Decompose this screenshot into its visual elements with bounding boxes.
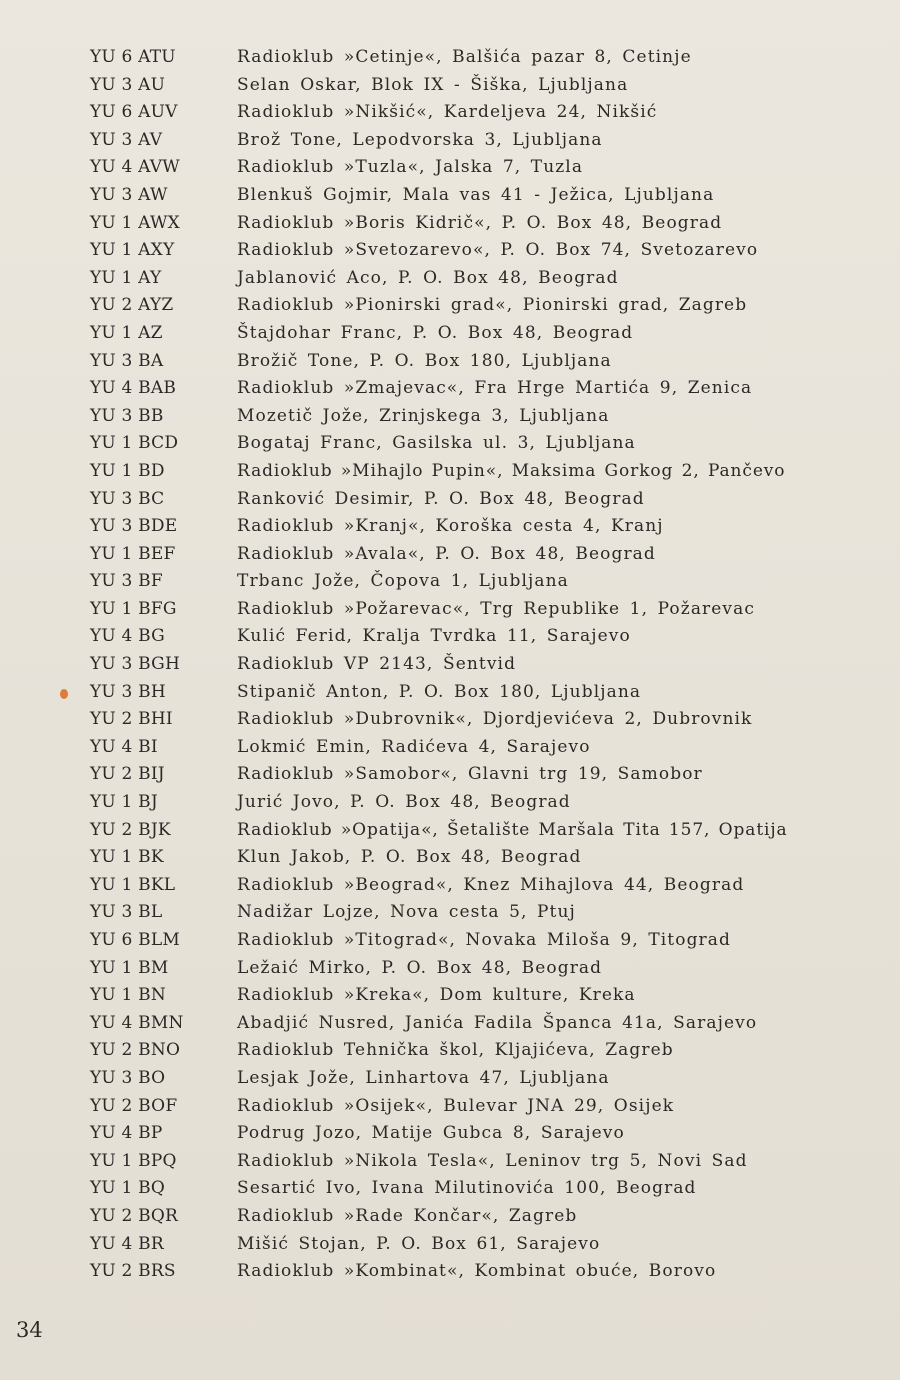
station-entry: Radioklub »Kombinat«, Kombinat obuće, Borovo	[237, 1261, 717, 1282]
station-entry: Radioklub »Boris Kidrič«, P. O. Box 48, Beograd	[237, 212, 723, 233]
directory-entry-row	[0, 899, 900, 927]
station-entry: Brož Tone, Lepodvorska 3, Ljubljana	[237, 129, 603, 150]
callsign: YU 1 AY	[90, 267, 162, 288]
station-entry: Selan Oskar, Blok IX - Šiška, Ljubljana	[237, 74, 629, 95]
callsign: YU 3 BDE	[90, 516, 178, 537]
directory-entry-row	[0, 430, 900, 458]
directory-entry-row	[0, 99, 900, 127]
callsign: YU 2 BJK	[90, 819, 171, 840]
callsign: YU 3 BGH	[90, 654, 180, 675]
directory-entry-row	[0, 927, 900, 955]
callsign: YU 2 AYZ	[90, 295, 174, 316]
station-entry: Kulić Ferid, Kralja Tvrdka 11, Sarajevo	[237, 626, 631, 647]
station-entry: Radioklub »Avala«, P. O. Box 48, Beograd	[237, 543, 656, 564]
directory-entry-row	[0, 1037, 900, 1065]
directory-entry-row	[0, 210, 900, 238]
station-entry: Abadjić Nusred, Janića Fadila Španca 41a, Sarajevo	[237, 1012, 758, 1033]
directory-entry-row	[0, 486, 900, 514]
page-number: 34	[16, 1318, 43, 1342]
station-entry: Radioklub »Kreka«, Dom kulture, Kreka	[237, 985, 636, 1006]
callsign: YU 4 AVW	[90, 157, 180, 178]
station-entry: Klun Jakob, P. O. Box 48, Beograd	[237, 847, 582, 868]
directory-entry-row	[0, 872, 900, 900]
station-entry: Radioklub »Titograd«, Novaka Miloša 9, Titograd	[237, 930, 731, 950]
callsign: YU 3 AW	[90, 184, 168, 205]
station-entry: Štajdohar Franc, P. O. Box 48, Beograd	[237, 322, 634, 343]
station-entry: Stipanič Anton, P. O. Box 180, Ljubljana	[237, 681, 642, 702]
station-entry: Bogataj Franc, Gasilska ul. 3, Ljubljana	[237, 433, 636, 454]
directory-entry-row	[0, 72, 900, 100]
callsign: YU 4 BI	[90, 736, 158, 757]
station-entry: Radioklub »Rade Končar«, Zagreb	[237, 1205, 578, 1226]
directory-entry-row	[0, 292, 900, 320]
directory-entry-row	[0, 265, 900, 293]
callsign: YU 1 BK	[90, 847, 164, 868]
directory-entry-row	[0, 458, 900, 486]
callsign: YU 2 BQR	[90, 1205, 179, 1226]
callsign: YU 3 AU	[90, 74, 166, 95]
directory-entry-row	[0, 761, 900, 789]
directory-entry-row	[0, 1120, 900, 1148]
station-entry: Ležaić Mirko, P. O. Box 48, Beograd	[237, 957, 603, 978]
directory-entry-row	[0, 403, 900, 431]
station-entry: Lokmić Emin, Radićeva 4, Sarajevo	[237, 736, 591, 757]
station-entry: Radioklub VP 2143, Šentvid	[237, 654, 517, 675]
directory-entry-row	[0, 127, 900, 155]
callsign: YU 1 BFG	[90, 598, 177, 619]
callsign: YU 1 BPQ	[90, 1150, 177, 1171]
callsign: YU 1 BCD	[90, 433, 179, 454]
station-entry: Jurić Jovo, P. O. Box 48, Beograd	[237, 792, 571, 813]
directory-entry-row	[0, 679, 900, 707]
callsign: YU 3 BO	[90, 1067, 166, 1088]
station-entry: Radioklub »Svetozarevo«, P. O. Box 74, Svetozarevo	[237, 240, 759, 261]
station-entry: Mozetič Jože, Zrinjskega 3, Ljubljana	[237, 405, 610, 426]
callsign: YU 3 AV	[90, 129, 163, 150]
callsign: YU 1 AXY	[90, 240, 175, 261]
callsign: YU 2 BRS	[90, 1261, 176, 1282]
station-entry: Radioklub »Samobor«, Glavni trg 19, Samobor	[237, 764, 703, 785]
directory-entry-row	[0, 651, 900, 679]
station-entry: Brožič Tone, P. O. Box 180, Ljubljana	[237, 350, 612, 371]
station-entry: Radioklub »Tuzla«, Jalska 7, Tuzla	[237, 157, 584, 178]
directory-entry-row	[0, 1231, 900, 1259]
station-entry: Jablanović Aco, P. O. Box 48, Beograd	[237, 267, 619, 288]
callsign: YU 3 BH	[90, 681, 166, 702]
directory-entry-row	[0, 1203, 900, 1231]
station-entry: Radioklub »Osijek«, Bulevar JNA 29, Osijek	[237, 1095, 675, 1116]
directory-entry-row	[0, 348, 900, 376]
callsign: YU 2 BIJ	[90, 764, 165, 785]
callsign: YU 2 BHI	[90, 709, 173, 730]
callsign-directory-list	[0, 44, 900, 1286]
station-entry: Nadižar Lojze, Nova cesta 5, Ptuj	[237, 902, 576, 923]
directory-entry-row	[0, 154, 900, 182]
station-entry: Podrug Jozo, Matije Gubca 8, Sarajevo	[237, 1123, 625, 1144]
directory-entry-row	[0, 596, 900, 624]
callsign: YU 3 BC	[90, 488, 165, 509]
callsign: YU 4 BG	[90, 626, 165, 647]
directory-entry-row	[0, 734, 900, 762]
station-entry: Radioklub »Opatija«, Šetalište Maršala Tita 157, Opatija	[237, 819, 788, 840]
directory-entry-row	[0, 844, 900, 872]
callsign: YU 1 BJ	[90, 792, 158, 813]
station-entry: Radioklub »Požarevac«, Trg Republike 1, Požarevac	[237, 598, 755, 619]
callsign: YU 4 BMN	[90, 1012, 184, 1033]
station-entry: Radioklub »Nikšić«, Kardeljeva 24, Nikšić	[237, 102, 658, 123]
callsign: YU 1 BM	[90, 957, 169, 978]
station-entry: Radioklub »Pionirski grad«, Pionirski grad, Zagreb	[237, 295, 748, 316]
station-entry: Sesartić Ivo, Ivana Milutinovića 100, Beograd	[237, 1178, 697, 1199]
callsign: YU 4 BAB	[90, 378, 177, 399]
callsign: YU 6 ATU	[90, 47, 176, 67]
callsign: YU 4 BR	[90, 1233, 164, 1254]
station-entry: Ranković Desimir, P. O. Box 48, Beograd	[237, 488, 645, 509]
callsign: YU 1 BN	[90, 985, 166, 1006]
station-entry: Radioklub »Zmajevac«, Fra Hrge Martića 9, Zenica	[237, 378, 753, 399]
callsign: YU 3 BF	[90, 571, 163, 592]
callsign: YU 2 BNO	[90, 1040, 181, 1061]
callsign: YU 1 AWX	[90, 212, 180, 233]
callsign: YU 3 BA	[90, 350, 164, 371]
callsign: YU 1 BEF	[90, 543, 176, 564]
callsign: YU 6 AUV	[90, 102, 178, 123]
directory-entry-row	[0, 817, 900, 845]
directory-entry-row	[0, 1093, 900, 1121]
directory-entry-row	[0, 1175, 900, 1203]
callsign: YU 1 BQ	[90, 1178, 166, 1199]
directory-entry-row	[0, 237, 900, 265]
station-entry: Radioklub »Beograd«, Knez Mihajlova 44, Beograd	[237, 874, 745, 895]
callsign: YU 6 BLM	[90, 930, 180, 950]
station-entry: Blenkuš Gojmir, Mala vas 41 - Ježica, Ljubljana	[237, 184, 715, 205]
directory-entry-row	[0, 320, 900, 348]
directory-entry-row	[0, 789, 900, 817]
directory-entry-row	[0, 541, 900, 569]
directory-entry-row	[0, 44, 900, 72]
callsign: YU 1 BD	[90, 460, 165, 481]
directory-entry-row	[0, 1065, 900, 1093]
station-entry: Mišić Stojan, P. O. Box 61, Sarajevo	[237, 1233, 601, 1254]
directory-entry-row	[0, 513, 900, 541]
callsign: YU 4 BP	[90, 1123, 163, 1144]
station-entry: Radioklub »Mihajlo Pupin«, Maksima Gorkog 2, Pančevo	[237, 460, 786, 481]
station-entry: Radioklub »Cetinje«, Balšića pazar 8, Cetinje	[237, 47, 692, 67]
station-entry: Lesjak Jože, Linhartova 47, Ljubljana	[237, 1067, 610, 1088]
callsign: YU 1 BKL	[90, 874, 176, 895]
callsign: YU 3 BL	[90, 902, 163, 923]
margin-mark-dot	[60, 689, 68, 699]
station-entry: Trbanc Jože, Čopova 1, Ljubljana	[237, 571, 569, 592]
callsign: YU 2 BOF	[90, 1095, 178, 1116]
directory-entry-row	[0, 375, 900, 403]
directory-entry-row	[0, 706, 900, 734]
station-entry: Radioklub »Dubrovnik«, Djordjevićeva 2, Dubrovnik	[237, 709, 753, 730]
station-entry: Radioklub Tehnička škol, Kljajićeva, Zagreb	[237, 1040, 674, 1061]
callsign: YU 1 AZ	[90, 322, 163, 343]
directory-entry-row	[0, 1010, 900, 1038]
directory-entry-row	[0, 955, 900, 983]
directory-entry-row	[0, 1148, 900, 1176]
station-entry: Radioklub »Nikola Tesla«, Leninov trg 5, Novi Sad	[237, 1150, 748, 1171]
directory-entry-row	[0, 568, 900, 596]
directory-entry-row	[0, 182, 900, 210]
directory-entry-row	[0, 982, 900, 1010]
station-entry: Radioklub »Kranj«, Koroška cesta 4, Kranj	[237, 516, 664, 537]
directory-entry-row	[0, 623, 900, 651]
callsign: YU 3 BB	[90, 405, 164, 426]
directory-entry-row	[0, 1258, 900, 1286]
